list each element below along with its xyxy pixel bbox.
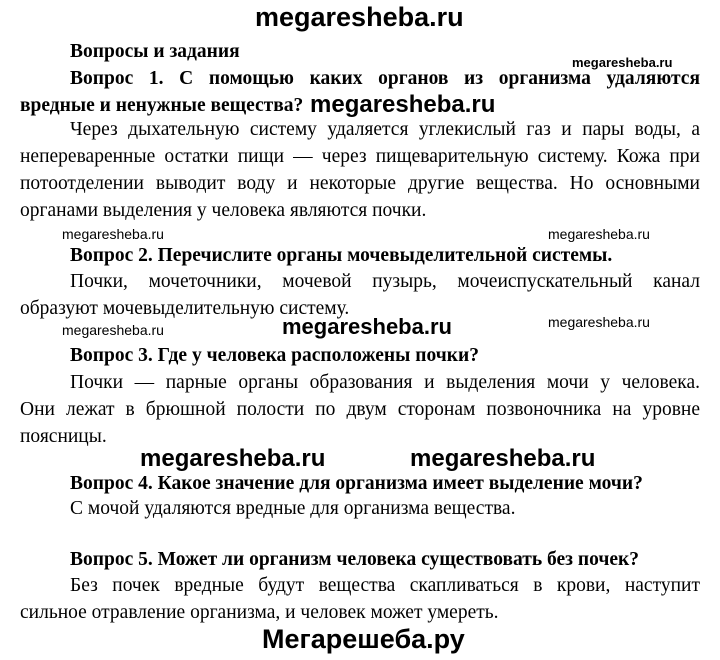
watermark-small: megaresheba.ru bbox=[62, 322, 164, 338]
answer-3-line-2: Они лежат в брюшной полости по двум сторонам позвоночника на уровне bbox=[20, 399, 700, 420]
question-3: Вопрос 3. Где у человека расположены почки? bbox=[70, 345, 479, 366]
watermark-top: megaresheba.ru bbox=[255, 2, 464, 32]
answer-2-line-2: образуют мочевыделительную систему. bbox=[20, 298, 350, 319]
answer-1-line-4: органами выделения у человека являются почки. bbox=[20, 200, 427, 221]
answer-1-line-3: потоотделении выводит воду и некоторые другие вещества. Но основными bbox=[20, 173, 700, 194]
answer-5-line-2: сильное отравление организма, и человек может умереть. bbox=[20, 602, 499, 623]
answer-4-line-1: С мочой удаляются вредные для организма вещества. bbox=[70, 498, 516, 519]
watermark-inline: megaresheba.ru bbox=[282, 314, 452, 339]
watermark-small: megaresheba.ru bbox=[572, 55, 673, 70]
watermark-footer: Мегарешеба.ру bbox=[262, 624, 465, 654]
answer-1-line-1: Через дыхательную систему удаляется углекислый газ и пары воды, а bbox=[70, 119, 700, 140]
watermark-inline: megaresheba.ru bbox=[410, 445, 596, 472]
question-5: Вопрос 5. Может ли организм человека существовать без почек? bbox=[70, 549, 639, 570]
question-1-line-2: вредные и ненужные вещества? bbox=[20, 95, 304, 116]
watermark-small: megaresheba.ru bbox=[62, 226, 164, 242]
question-1-line-1: Вопрос 1. С помощью каких органов из организма удаляются bbox=[70, 68, 700, 89]
answer-5-line-1: Без почек вредные будут вещества скапливаться в крови, наступит bbox=[70, 575, 700, 596]
answer-1-line-2: непереваренные остатки пищи — через пищеварительную систему. Кожа при bbox=[20, 146, 700, 167]
watermark-inline: megaresheba.ru bbox=[140, 445, 326, 472]
watermark-inline: megaresheba.ru bbox=[310, 91, 496, 118]
question-4: Вопрос 4. Какое значение для организма имеет выделение мочи? bbox=[70, 473, 643, 494]
question-2: Вопрос 2. Перечислите органы мочевыделительной системы. bbox=[70, 245, 613, 266]
answer-3-line-3: поясницы. bbox=[20, 426, 107, 447]
answer-2-line-1: Почки, мочеточники, мочевой пузырь, мочеиспускательный канал bbox=[70, 271, 700, 292]
answer-3-line-1: Почки — парные органы образования и выделения мочи у человека. bbox=[70, 372, 700, 393]
watermark-small: megaresheba.ru bbox=[548, 226, 650, 242]
watermark-small: megaresheba.ru bbox=[548, 314, 650, 330]
section-title: Вопросы и задания bbox=[70, 41, 240, 62]
